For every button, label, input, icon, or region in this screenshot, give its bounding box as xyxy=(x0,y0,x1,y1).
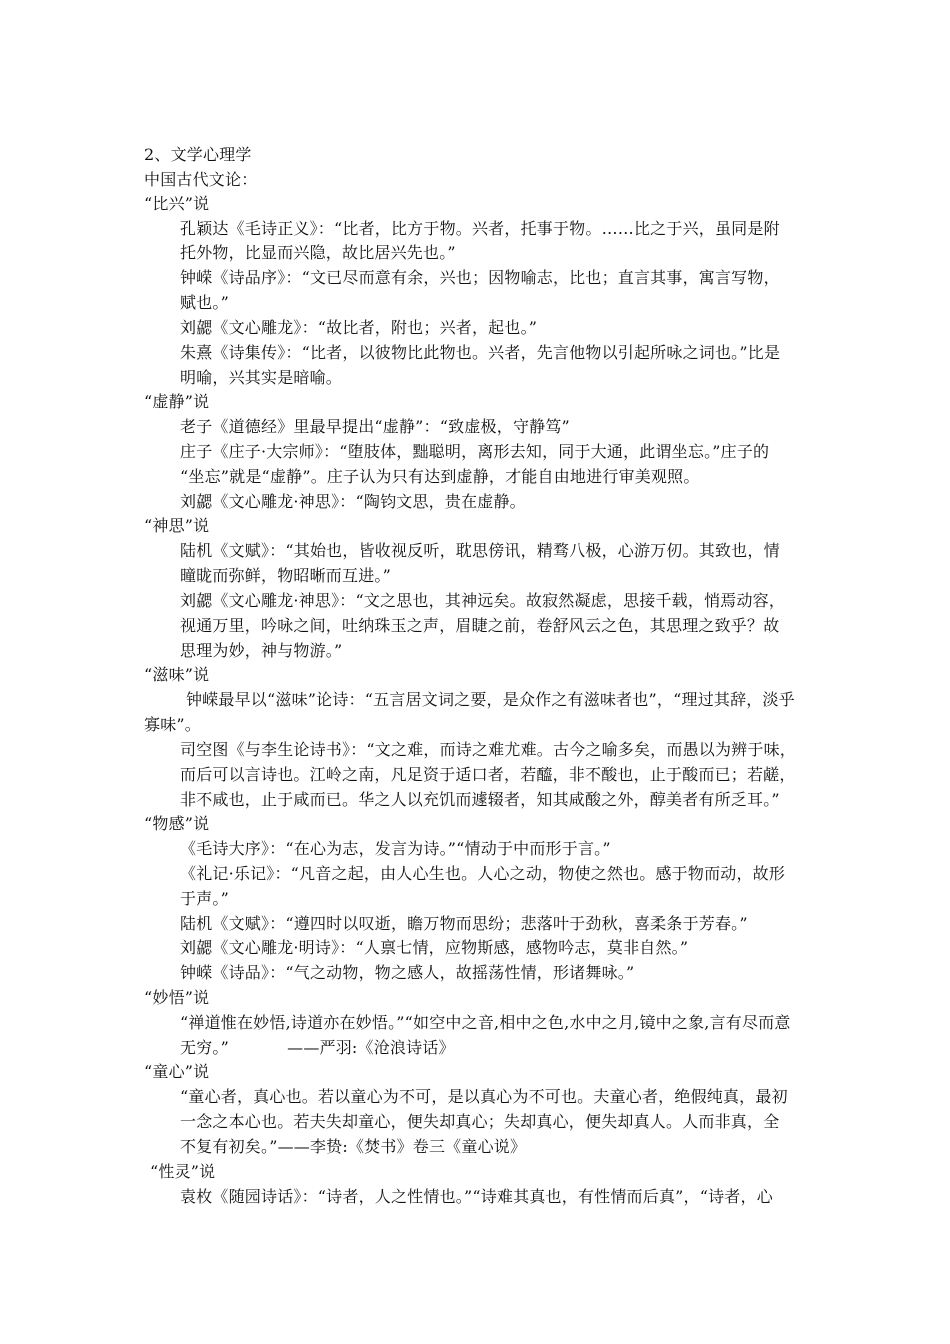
topic-heading: “比兴”说 xyxy=(144,194,210,213)
section-heading: 2、文学心理学 xyxy=(144,145,252,164)
text-line: 赋也。” xyxy=(180,293,229,312)
text-line: 陆机《文赋》：“其始也，皆收视反听，耽思傍讯，精骛八极，心游万仞。其致也，情 xyxy=(180,541,780,560)
text-line: 刘勰《文心雕龙·明诗》：“人禀七情，应物斯感，感物吟志，莫非自然。” xyxy=(180,938,689,957)
text-line: 《毛诗大序》：“在心为志，发言为诗。”“情动于中而形于言。” xyxy=(180,839,611,858)
topic-heading: “滋味”说 xyxy=(144,665,210,684)
text-line: 而后可以言诗也。江岭之南，凡足资于适口者，若醯，非不酸也，止于酸而已；若鹾， xyxy=(180,765,796,784)
text-line: “童心者，真心也。若以童心为不可，是以真心为不可也。夫童心者，绝假纯真，最初 xyxy=(180,1087,788,1106)
text-line: 一念之本心也。若夫失却童心，便失却真心；失却真心，便失却真人。人而非真，全 xyxy=(180,1112,780,1131)
text-line: 刘勰《文心雕龙》：“故比者，附也；兴者，起也。” xyxy=(180,318,538,337)
text-line: 曈昽而弥鲜，物昭晰而互进。” xyxy=(180,566,391,585)
text-line: 陆机《文赋》：“遵四时以叹逝，瞻万物而思纷；悲落叶于劲秋，喜柔条于芳春。” xyxy=(180,914,748,933)
topic-heading: “童心”说 xyxy=(144,1062,210,1081)
text-line: 托外物，比显而兴隐，故比居兴先也。” xyxy=(180,243,456,262)
text-line: 刘勰《文心雕龙·神思》：“文之思也，其神远矣。故寂然凝虑，思接千载，悄焉动容， xyxy=(180,591,786,610)
text-line: 视通万里，吟咏之间，吐纳珠玉之声，眉睫之前，卷舒风云之色，其思理之致乎？故 xyxy=(180,616,780,635)
topic-heading: “虚静”说 xyxy=(144,392,210,411)
text-line: 非不咸也，止于咸而已。华之人以充饥而遽辍者，知其咸酸之外，醇美者有所乏耳。” xyxy=(180,790,780,809)
text-line: “禅道惟在妙悟,诗道亦在妙悟。”“如空中之音,相中之色,水中之月,镜中之象,言有尽而意 xyxy=(180,1013,791,1032)
text-line: 钟嵘《诗品序》：“文已尽而意有余，兴也；因物喻志，比也；直言其事，寓言写物， xyxy=(180,268,780,287)
text-line: “坐忘”就是“虚静”。庄子认为只有达到虚静，才能自由地进行审美观照。 xyxy=(180,467,700,486)
text-line: 钟嵘《诗品》：“气之动物，物之感人，故摇荡性情，形诸舞咏。” xyxy=(180,963,635,982)
text-line: 朱熹《诗集传》：“比者，以彼物比此物也。兴者，先言他物以引起所咏之词也。”比是 xyxy=(180,343,781,362)
text-line: 思理为妙，神与物游。” xyxy=(180,641,343,660)
text-line: 袁枚《随园诗话》：“诗者，人之性情也。”“诗难其真也，有性情而后真”，“诗者，心 xyxy=(180,1187,773,1206)
text-line: 孔颖达《毛诗正义》：“比者，比方于物。兴者，托事于物。……比之于兴，虽同是附 xyxy=(180,219,780,238)
topic-heading: “性灵”说 xyxy=(150,1162,216,1181)
text-line: 无穷。” ——严羽:《沧浪诗话》 xyxy=(180,1038,455,1057)
text-line: 钟嵘最早以“滋味”论诗：“五言居文词之要，是众作之有滋味者也”，“理过其辞，淡乎 xyxy=(186,690,795,709)
topic-heading: “神思”说 xyxy=(144,516,210,535)
text-line: 庄子《庄子·大宗师》：“堕肢体，黜聪明，离形去知，同于大通，此谓坐忘。”庄子的 xyxy=(180,442,770,461)
text-line: 寡味”。 xyxy=(144,715,201,734)
text-line: 司空图《与李生论诗书》：“文之难，而诗之难尤难。古今之喻多矣，而愚以为辨于味， xyxy=(180,740,796,759)
topic-heading: “妙悟”说 xyxy=(144,988,210,1007)
topic-heading: “物感”说 xyxy=(144,814,210,833)
text-line: 刘勰《文心雕龙·神思》：“陶钧文思，贵在虚静。 xyxy=(180,492,526,511)
subheading: 中国古代文论： xyxy=(144,170,258,189)
text-line: 不复有初矣。”——李贽:《焚书》卷三《童心说》 xyxy=(180,1137,527,1156)
text-line: 《礼记·乐记》：“凡音之起，由人心生也。人心之动，物使之然也。感于物而动，故形 xyxy=(180,864,786,883)
text-line: 明喻，兴其实是暗喻。 xyxy=(180,368,343,387)
text-line: 老子《道德经》里最早提出“虚静”：“致虚极，守静笃” xyxy=(180,417,570,436)
text-line: 于声。” xyxy=(180,889,229,908)
